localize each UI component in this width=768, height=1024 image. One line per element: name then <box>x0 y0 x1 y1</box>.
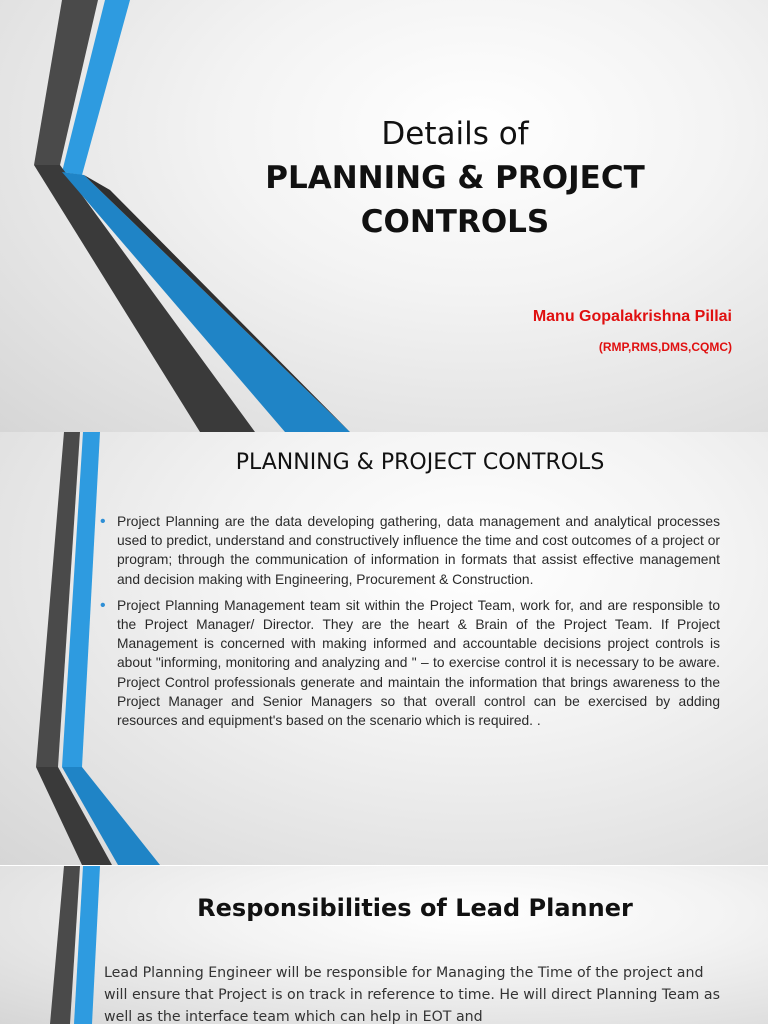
bullet-icon: • <box>100 596 106 614</box>
body-text: Lead Planning Engineer will be responsible for Managing the Time of the project and will ensure that Project is on track in reference to time. He will direct Planning Team as well as the interface team which can help in EOT and <box>104 965 720 1024</box>
author-credentials: (RMP,RMS,DMS,CQMC) <box>598 340 732 354</box>
title-line-1: Details of <box>381 116 529 152</box>
slide-title: PLANNING & PROJECT CONTROLS <box>235 450 605 475</box>
bullet-list <box>100 512 720 737</box>
title-line-2: PLANNING & PROJECT <box>265 160 645 196</box>
bullet-icon: • <box>100 513 106 530</box>
title-line-3: CONTROLS <box>360 204 550 240</box>
list-item <box>100 512 720 589</box>
bullet-text: Project Planning Management team sit within the Project Team, work for, and are responsible to the Project Manager/ Director. They are the heart & Brain of the Project Team. If Project Management is concerned with making informed and accountable decisions project controls is about "informing, monitoring and analyzing and " – to exercise control it is necessary to be aware. Project Control professionals generate and maintain the information that brings awareness to the Project Manager and Senior Managers so that overall control can be exercised by adding resources and equipment's based on the scenario which is required. . <box>117 597 720 729</box>
author-name: Manu Gopalakrishna Pillai <box>532 308 732 325</box>
bullet-text: Project Planning are the data developing gathering, data management and analytical processes used to predict, understand and constructively influence the time and cost outcomes of a project or program; through the communication of information in formats that assist effective management and decision making with Engineering, Procurement & Construction. <box>117 514 720 587</box>
slide-title <box>200 112 710 244</box>
title-slide <box>0 0 768 432</box>
slide-title: Responsibilities of Lead Planner <box>197 894 633 922</box>
list-item <box>100 596 720 730</box>
content-slide <box>0 866 768 1024</box>
content-slide <box>0 432 768 865</box>
